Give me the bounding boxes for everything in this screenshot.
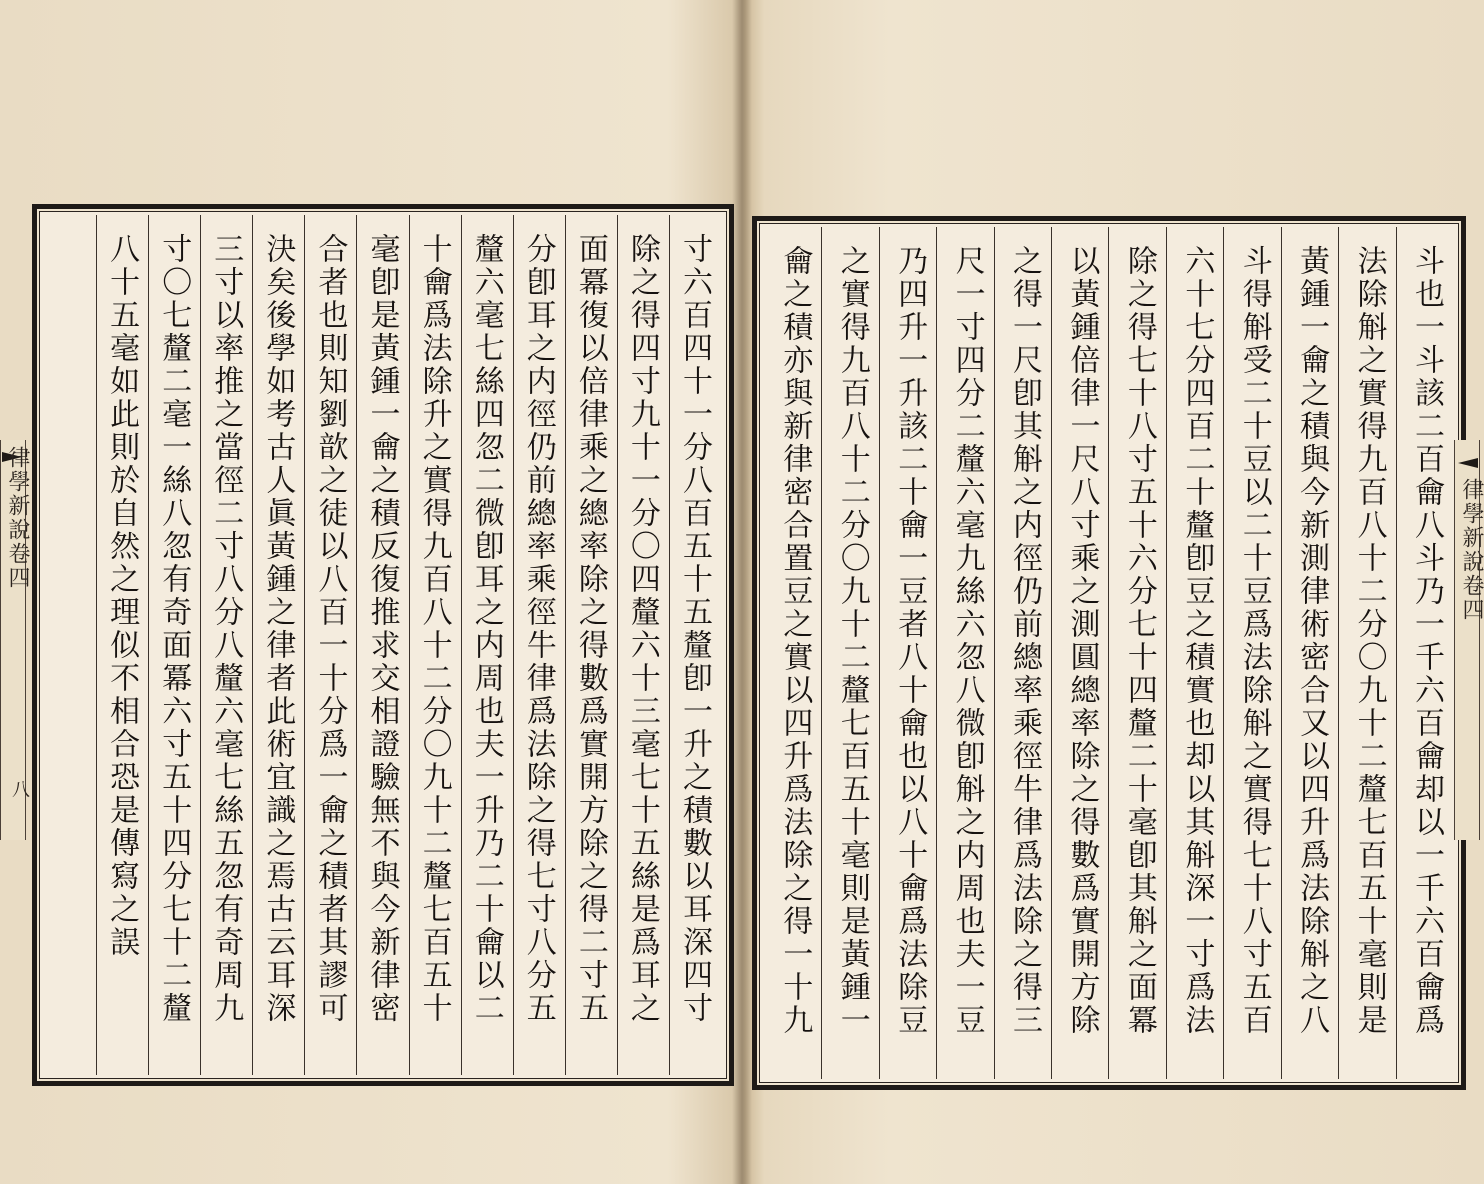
left-text-frame (32, 204, 734, 1086)
text-column: 黃鍾一龠之積與今新測律術密合又以四升爲法除斛之八 (1281, 227, 1338, 1079)
text-column: 乃四升一升該二十龠一豆者八十龠也以八十龠爲法除豆 (879, 227, 936, 1079)
text-column: 十龠爲法除升之實得九百八十二分〇九十二釐七百五十 (409, 215, 461, 1075)
text-column: 合者也則知劉歆之徒以八百一十分爲一龠之積者其謬可 (304, 215, 356, 1075)
text-column: 以黃鍾倍律一尺八寸乘之測圓總率除之得數爲實開方除 (1051, 227, 1108, 1079)
text-column: 釐六毫七絲四忽二微卽耳之内周也夫一升乃二十龠以二 (461, 215, 513, 1075)
text-column: 面冪復以倍律乘之總率除之得數爲實開方除之得二寸五 (565, 215, 617, 1075)
text-column: 六十七分四百二十釐卽豆之積實也却以其斛深一寸爲法 (1166, 227, 1223, 1079)
page-number: 八 (9, 780, 30, 800)
text-column: 斗得斛受二十豆以二十豆爲法除斛之實得七十八寸五百 (1223, 227, 1280, 1079)
right-text-frame (752, 216, 1466, 1090)
blank-column (45, 215, 96, 1075)
text-column: 八十五毫如此則於自然之理似不相合恐是傳寫之誤 (96, 215, 148, 1075)
left-columns (45, 215, 721, 1075)
banxin-title: 律學新說卷四 (1459, 478, 1484, 622)
text-column: 毫卽是黃鍾一龠之積反復推求交相證驗無不與今新律密 (356, 215, 408, 1075)
left-page (12, 0, 734, 1184)
text-column: 除之得四寸九十一分〇四釐六十三毫七十五絲是爲耳之 (617, 215, 669, 1075)
text-column: 之得一尺卽其斛之内徑仍前總率乘徑牛律爲法除之得三 (994, 227, 1051, 1079)
right-page (748, 0, 1476, 1184)
text-column: 寸六百四十一分八百五十五釐卽一升之積數以耳深四寸 (669, 215, 721, 1075)
text-column: 尺一寸四分二釐六毫九絲六忽八微卽斛之内周也夫一豆 (936, 227, 993, 1079)
text-column: 除之得七十八寸五十六分七十四釐二十毫卽其斛之面冪 (1108, 227, 1165, 1079)
text-column: 決矣後學如考古人眞黃鍾之律者此術宜識之焉古云耳深 (252, 215, 304, 1075)
right-columns (765, 227, 1453, 1079)
text-column: 法除斛之實得九百八十二分〇九十二釐七百五十毫則是 (1338, 227, 1395, 1079)
text-column: 分卽耳之内徑仍前總率乘徑牛律爲法除之得七寸八分五 (513, 215, 565, 1075)
text-column: 龠之積亦與新律密合置豆之實以四升爲法除之得一十九 (777, 245, 813, 1037)
text-column: 斗也一斗該二百龠八斗乃一千六百龠却以一千六百龠爲 (1396, 227, 1453, 1079)
text-column: 三寸以率推之當徑二寸八分八釐六毫七絲五忽有奇周九 (200, 215, 252, 1075)
banxin-title: 律學新說卷四 (5, 446, 30, 590)
text-column: 寸〇七釐二毫一絲八忽有奇面冪六寸五十四分七十二釐 (148, 215, 200, 1075)
text-column: 之實得九百八十二分〇九十二釐七百五十毫則是黃鍾一 (821, 227, 878, 1079)
